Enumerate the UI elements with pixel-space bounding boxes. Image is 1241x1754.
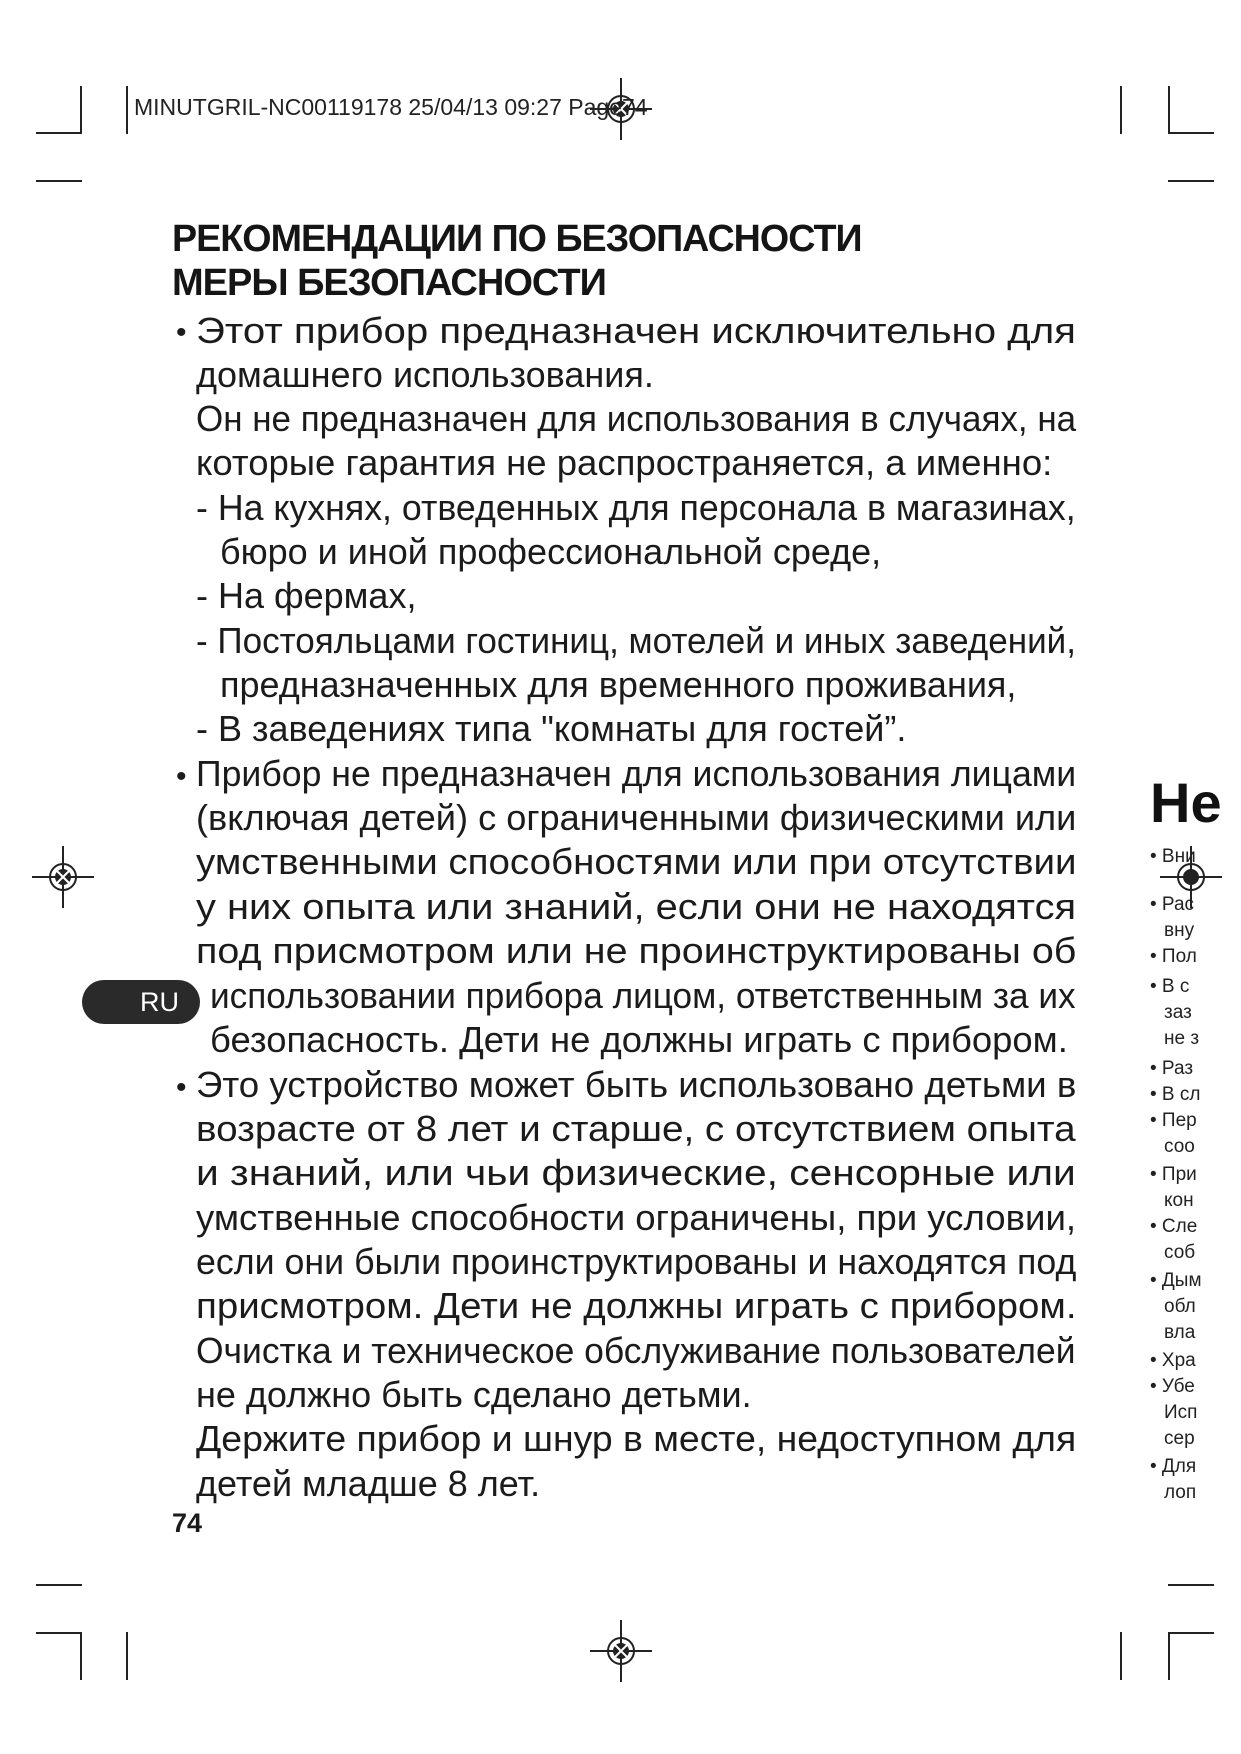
body-line: под присмотром или не проинструктированы об bbox=[196, 930, 1077, 971]
body-line: Очистка и техническое обслуживание пользователей bbox=[196, 1330, 1076, 1371]
bullet: • bbox=[176, 316, 187, 349]
adjacent-page-line: • Убе bbox=[1150, 1376, 1195, 1397]
crop-mark bbox=[1120, 86, 1122, 134]
adjacent-page-line: • Рас bbox=[1150, 894, 1195, 915]
language-tab: RU bbox=[82, 980, 200, 1024]
section-title: РЕКОМЕНДАЦИИ ПО БЕЗОПАСНОСТИ bbox=[172, 218, 862, 260]
crop-mark bbox=[36, 1584, 82, 1586]
crop-mark bbox=[1120, 1632, 1122, 1680]
body-line: домашнего использования. bbox=[196, 354, 654, 395]
body-line: - На кухнях, отведенных для персонала в магазинах, bbox=[196, 487, 1076, 528]
body-line: детей младше 8 лет. bbox=[196, 1463, 541, 1504]
crop-mark bbox=[80, 86, 82, 134]
body-line: Это устройство может быть использовано детьми в bbox=[196, 1064, 1077, 1105]
section-subtitle: МЕРЫ БЕЗОПАСНОСТИ bbox=[172, 262, 606, 304]
crop-mark bbox=[36, 180, 82, 182]
adjacent-page-line: • Для bbox=[1150, 1456, 1197, 1477]
adjacent-page-line: соо bbox=[1164, 1136, 1195, 1157]
adjacent-page-line: кон bbox=[1164, 1190, 1194, 1211]
body-line: возрасте от 8 лет и старше, с отсутствием опыта bbox=[196, 1108, 1076, 1149]
adjacent-page-line: • Дым bbox=[1150, 1270, 1202, 1291]
crop-mark bbox=[1168, 1632, 1170, 1680]
adjacent-page-column bbox=[1150, 770, 1241, 1530]
adjacent-page-line: лоп bbox=[1164, 1482, 1197, 1503]
body-line: - Постояльцами гостиниц, мотелей и иных заведений, bbox=[196, 620, 1076, 661]
body-line: у них опыта или знаний, если они не находятся bbox=[196, 886, 1077, 927]
body-line: бюро и иной профессиональной среде, bbox=[220, 531, 882, 572]
body-line: (включая детей) с ограниченными физическими или bbox=[196, 797, 1077, 838]
body-line: если они были проинструктированы и находятся под bbox=[196, 1241, 1077, 1282]
adjacent-page-line: • При bbox=[1150, 1164, 1197, 1185]
adjacent-page-line: • Вни bbox=[1150, 846, 1196, 867]
body-line: Держите прибор и шнур в месте, недоступном для bbox=[196, 1418, 1077, 1459]
crop-mark bbox=[80, 1632, 82, 1680]
adjacent-page-line: сер bbox=[1164, 1428, 1195, 1449]
adjacent-page-line: соб bbox=[1164, 1242, 1196, 1263]
adjacent-page-heading: Не bbox=[1150, 771, 1222, 834]
body-line: предназначенных для временного проживания, bbox=[220, 664, 1017, 705]
adjacent-page-line: заз bbox=[1164, 1002, 1192, 1023]
body-line: - На фермах, bbox=[196, 575, 417, 616]
body-line: не должно быть сделано детьми. bbox=[196, 1374, 752, 1415]
body-line: и знаний, или чьи физические, сенсорные или bbox=[196, 1152, 1076, 1193]
print-slug-line: MINUTGRIL-NC00119178 25/04/13 09:27 Page74 bbox=[134, 94, 648, 120]
adjacent-page-line: не з bbox=[1164, 1028, 1200, 1049]
body-line: безопасность. Дети не должны играть с прибором. bbox=[210, 1019, 1068, 1060]
body-line: Этот прибор предназначен исключительно для bbox=[196, 310, 1076, 351]
crop-mark bbox=[1168, 132, 1214, 134]
crop-mark bbox=[1168, 1632, 1214, 1634]
registration-mark-icon bbox=[590, 1620, 652, 1682]
adjacent-page-line: вла bbox=[1164, 1322, 1196, 1343]
crop-mark bbox=[126, 1632, 128, 1680]
adjacent-page-line: • Раз bbox=[1150, 1058, 1194, 1079]
adjacent-page-line: • В с bbox=[1150, 976, 1190, 997]
bullet: • bbox=[176, 1071, 187, 1104]
body-line: Он не предназначен для использования в случаях, на bbox=[196, 398, 1077, 439]
adjacent-page-line: • Хра bbox=[1150, 1350, 1196, 1371]
registration-mark-icon bbox=[32, 846, 94, 908]
adjacent-page-line: Исп bbox=[1164, 1402, 1198, 1423]
page-number: 74 bbox=[172, 1508, 203, 1538]
adjacent-page-line: • В сл bbox=[1150, 1084, 1201, 1105]
body-line: которые гарантия не распространяется, а именно: bbox=[196, 442, 1053, 483]
bullet: • bbox=[176, 760, 187, 793]
body-line: - В заведениях типа "комнаты для гостей”. bbox=[196, 708, 907, 749]
crop-mark bbox=[126, 86, 128, 134]
adjacent-page-line: • Пер bbox=[1150, 1110, 1197, 1131]
crop-mark bbox=[36, 132, 82, 134]
crop-mark bbox=[1168, 86, 1170, 134]
adjacent-page-line: • Пол bbox=[1150, 946, 1197, 967]
body-line: умственные способности ограничены, при условии, bbox=[196, 1197, 1077, 1238]
body-line: использовании прибора лицом, ответственным за их bbox=[210, 975, 1076, 1016]
crop-mark bbox=[1168, 1584, 1214, 1586]
body-line: Прибор не предназначен для использования лицами bbox=[196, 753, 1077, 794]
adjacent-page-line: вну bbox=[1164, 920, 1195, 941]
body-line: присмотром. Дети не должны играть с прибором. bbox=[196, 1285, 1077, 1326]
body-line: умственными способностями или при отсутствии bbox=[196, 841, 1077, 882]
adjacent-page-line: • Сле bbox=[1150, 1216, 1198, 1237]
crop-mark bbox=[36, 1632, 82, 1634]
adjacent-page-line: обл bbox=[1164, 1296, 1196, 1317]
crop-mark bbox=[1168, 180, 1214, 182]
